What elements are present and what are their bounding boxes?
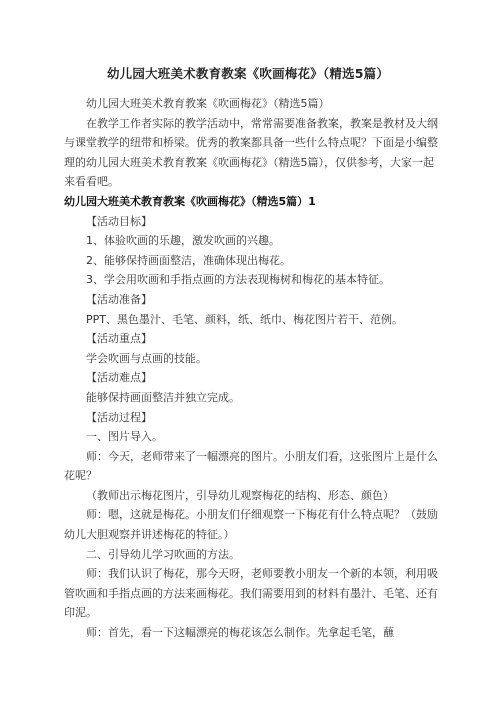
document-title: 幼儿园大班美术教育教案《吹画梅花》（精选5篇） [106, 66, 390, 81]
paragraph: 能够保持画面整洁并独立完成。 [86, 390, 240, 404]
paragraph: 在教学工作者实际的教学活动中，常常需要准备教案，教案是教材及大纲与课堂教学的纽带和桥梁。优秀的教案都具备一些什么特点呢？下面是小编整理的幼儿园大班美术教育教案《吹画梅花》（精选5篇），仅供参考，大家一起来看看吧。 [64, 116, 438, 189]
paragraph: 2、能够保持画面整洁，准确体现出梅花。 [86, 253, 291, 267]
paragraph: （教师出示梅花图片，引导幼儿观察梅花的结构、形态、颜色） [86, 488, 394, 502]
paragraph: 3、学会用吹画和手指点画的方法表现梅树和梅花的基本特征。 [86, 273, 390, 287]
paragraph: 【活动过程】 [86, 410, 152, 424]
paragraph: PPT、黑色墨汁、毛笔、颜料，纸、纸巾、梅花图片若干、范例。 [86, 312, 403, 326]
document-body [64, 94, 442, 643]
paragraph: 师：嗯，这就是梅花。小朋友们仔细观察一下梅花有什么特点呢？（鼓励幼儿大胆观察并讲述梅花的特征。） [64, 508, 438, 542]
paragraph: 【活动目标】 [86, 214, 152, 228]
paragraph: 师：我们认识了梅花，那今天呀，老师要教小朋友一个新的本领，利用吸管吹画和手指点画的方法来画梅花。我们需要用到的材料有墨汁、毛笔、还有印泥。 [64, 567, 438, 620]
paragraph: 一、图片导入。 [86, 430, 163, 444]
paragraph: 1、体验吹画的乐趣，激发吹画的兴趣。 [86, 234, 280, 248]
paragraph: 【活动重点】 [86, 332, 152, 346]
paragraph: 【活动难点】 [86, 371, 152, 385]
paragraph: 二、引导幼儿学习吹画的方法。 [86, 547, 240, 561]
paragraph: 幼儿园大班美术教育教案《吹画梅花》（精选5篇） [86, 97, 330, 110]
section-heading: 幼儿园大班美术教育教案《吹画梅花》（精选5篇）1 [64, 194, 316, 208]
paragraph: 学会吹画与点画的技能。 [86, 351, 207, 365]
paragraph: 师：首先，看一下这幅漂亮的梅花该怎么制作。先拿起毛笔，蘸 [86, 626, 394, 640]
paragraph: 师：今天，老师带来了一幅漂亮的图片。小朋友们看，这张图片上是什么花呢？ [64, 449, 438, 483]
paragraph: 【活动准备】 [86, 292, 152, 306]
